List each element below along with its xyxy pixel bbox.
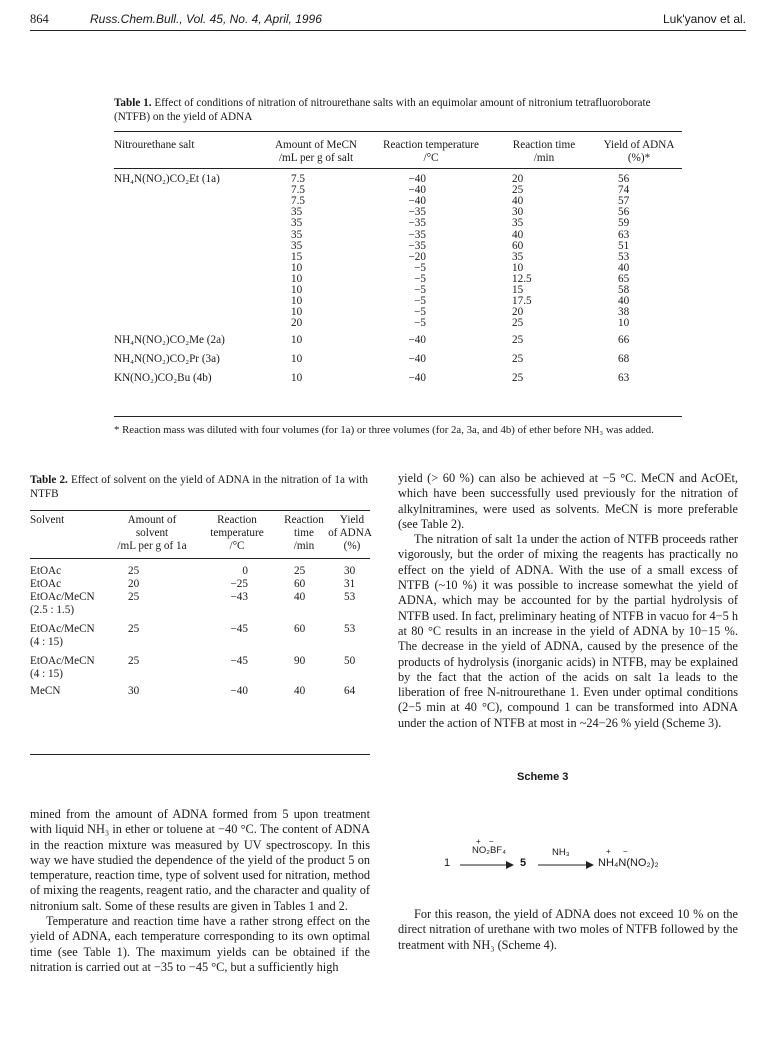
table1-top-rule (114, 131, 682, 132)
table1-cell-salt: NH₄N(NO₂)CO₂Et (1a) (114, 173, 220, 185)
table1-caption (114, 97, 684, 124)
table1-cell-time: 35 (512, 217, 524, 230)
table1-cell-time: 25 (512, 353, 524, 366)
table2-cell-amount: 30 (128, 685, 140, 697)
table1-header-salt: Nitrourethane salt (114, 139, 195, 151)
table2-cell-amount: 25 (128, 655, 140, 667)
table2-header-time-2: time (294, 527, 314, 539)
table1-cell-mecn: 7.5 (291, 184, 305, 197)
table1-cell-temp: −5 (414, 306, 426, 319)
table2-bottom-rule (30, 754, 370, 755)
table2-cell-time: 60 (294, 623, 306, 635)
table2-header-amount-3: /mL per g of 1a (117, 540, 187, 552)
table2-label: Table 2. (30, 474, 68, 486)
table1-cell-mecn: 10 (291, 334, 303, 347)
scheme-start-compound: 1 (444, 857, 451, 869)
table2-top-rule (30, 510, 370, 511)
table1-cell-time: 15 (512, 284, 524, 296)
table1-header-temp-2: /°C (423, 152, 439, 164)
table1-cell-time: 17.5 (512, 295, 532, 308)
table1-header-yield-2: (%)* (627, 152, 651, 164)
table2-cell-temp: −40 (230, 685, 248, 697)
table1-cell-yield: 56 (618, 206, 630, 219)
table1-cell-temp: −35 (408, 206, 426, 219)
table2-cell-solvent: EtOAc (30, 578, 62, 590)
right-paragraph-1: yield (> 60 %) can also be achieved at −5 °C. MeCN and AcOEt, which have been successfully used previously for the nitration of alkylnitramines, were used as solvents. MeCN is more preferable (see Table 2). (398, 471, 738, 531)
table1-cell-salt: KN(NO₂)CO₂Bu (4b) (114, 372, 212, 385)
table2-cell-temp: 0 (242, 565, 248, 577)
table2-cell-yield: 30 (344, 565, 356, 577)
table1-cell-yield: 40 (618, 261, 630, 274)
table2-cell-temp: −25 (230, 578, 248, 590)
table1-cell-time: 40 (512, 228, 524, 241)
table1-header-temp-1: Reaction temperature (383, 139, 479, 151)
right-paragraph-3: For this reason, the yield of ADNA does not exceed 10 % on the direct nitration of urethane with two moles of NTFB followed by the treatment with NH₃ (Scheme 4). (398, 907, 738, 952)
table1-cell-temp: −40 (408, 195, 426, 208)
table2-cell-ratio: (4 : 15) (30, 636, 63, 648)
table2-cell-amount: 25 (128, 623, 140, 635)
table1-cell-mecn: 10 (291, 306, 303, 319)
scheme-reagent2: NH₃ (552, 847, 570, 858)
table2-cell-temp: −45 (230, 655, 248, 667)
table2-cell-yield: 53 (344, 591, 356, 603)
table2-header-yield-1: Yield (339, 514, 365, 526)
table1-cell-yield: 38 (618, 306, 630, 319)
table1-cell-yield: 58 (618, 284, 630, 296)
left-column-text (30, 807, 370, 975)
table1-cell-mecn: 10 (291, 272, 303, 285)
table1-bottom-rule (114, 416, 682, 417)
table2-header-temp-3: /°C (229, 540, 245, 552)
scheme-reagent1-charges: + − (476, 837, 497, 846)
left-paragraph-2: Temperature and reaction time have a rather strong effect on the yield of ADNA, each temperature corresponding to its own optimal time (see Table 1). The maximum yields can be obtained if the nitration is carried out at −35 to −45 °C, but a sufficiently high (30, 914, 370, 974)
table1-cell-time: 10 (512, 261, 524, 274)
table1-cell-time: 25 (512, 372, 524, 385)
table1-cell-temp: −5 (414, 284, 426, 296)
table2-cell-yield: 31 (344, 578, 356, 590)
table1-header-time-2: /min (533, 152, 555, 164)
table1-cell-temp: −35 (408, 217, 426, 230)
table1-header-time-1: Reaction time (512, 139, 576, 151)
table1-cell-mecn: 10 (291, 261, 303, 274)
table2-header-time-3: /min (293, 540, 315, 552)
table1-caption-text: Effect of conditions of nitration of nitrourethane salts with an equimolar amount of nitronium tetrafluoroborate (NTFB) on the yield of ADNA (114, 97, 651, 123)
table1-cell-yield: 59 (618, 217, 630, 230)
table1-header-mecn-1: Amount of MeCN (274, 139, 358, 151)
table2-header-temp-2: temperature (210, 527, 264, 539)
table1-cell-yield: 65 (618, 272, 630, 285)
table2-header-amount-2: solvent (135, 527, 169, 539)
table1-cell-temp: −40 (408, 184, 426, 197)
table2-header-solvent: Solvent (30, 514, 65, 526)
table1-cell-time: 12.5 (512, 272, 532, 285)
table1-cell-temp: −5 (414, 272, 426, 285)
table1-cell-yield: 10 (618, 317, 630, 330)
table2-cell-time: 25 (294, 565, 306, 577)
table2-cell-ratio: (4 : 15) (30, 668, 63, 680)
table1-cell-mecn: 10 (291, 372, 303, 385)
scheme-reagent1: NO₂BF₄ (472, 845, 506, 856)
table2-header-time-1: Reaction (284, 514, 324, 526)
table1-cell-mecn: 7.5 (291, 173, 305, 185)
table1-cell-yield: 57 (618, 195, 630, 208)
table1-cell-mecn: 15 (291, 250, 303, 263)
table1-footnote: * Reaction mass was diluted with four volumes (for 1a) or three volumes (for 2a, 3a, and 4b) of ether before NH₃ was added. (114, 424, 654, 436)
table1-cell-temp: −40 (408, 173, 426, 185)
table2-cell-time: 40 (294, 591, 306, 603)
table2-header-yield-3: (%) (343, 540, 361, 552)
right-column-text (398, 471, 738, 731)
scheme-product-charges: + − (606, 847, 633, 856)
table2-cell-amount: 25 (128, 591, 140, 603)
table1-cell-time: 30 (512, 206, 524, 219)
table1-cell-temp: −5 (414, 295, 426, 308)
scheme-3-title: Scheme 3 (517, 771, 569, 783)
table1-header-mecn-2: /mL per g of salt (278, 152, 354, 164)
table1-cell-temp: −35 (408, 228, 426, 241)
scheme-3 (440, 837, 760, 880)
table2-cell-solvent: EtOAc/MeCN (30, 655, 95, 667)
table2-cell-yield: 53 (344, 623, 356, 635)
table2-header-temp-1: Reaction (217, 514, 257, 526)
table1-cell-mecn: 35 (291, 239, 303, 252)
table1-cell-temp: −5 (414, 317, 426, 330)
table1-cell-temp: −40 (408, 334, 426, 347)
table1-cell-salt: NH₄N(NO₂)CO₂Me (2a) (114, 334, 225, 347)
table2-cell-ratio: (2.5 : 1.5) (30, 604, 75, 616)
left-paragraph-1: mined from the amount of ADNA formed from 5 upon treatment with liquid NH₃ in ether or toluene at −40 °C. The content of ADNA in the reaction mixture was measured by UV spectroscopy. In this way we have studied the dependence of the yield of the product 5 on temperature, reaction time, type of solvent used for nitration, method of mixing the reagents, reagent ratio, and the character and quality of nitronium salt. Some of these results are given in Tables 1 and 2. (30, 807, 370, 913)
scheme-arrow-1 (460, 860, 514, 870)
table2-header-amount-1: Amount of (127, 514, 177, 526)
table1-label: Table 1. (114, 97, 152, 109)
table1-cell-time: 25 (512, 184, 524, 197)
table2-cell-amount: 20 (128, 578, 140, 590)
table1-cell-time: 35 (512, 250, 524, 263)
table1-cell-temp: −35 (408, 239, 426, 252)
table1-cell-temp: −40 (408, 372, 426, 385)
table1-cell-time: 20 (512, 173, 524, 185)
table1-cell-mecn: 35 (291, 228, 303, 241)
table2-cell-time: 60 (294, 578, 306, 590)
table1-cell-yield: 74 (618, 184, 630, 197)
table1-cell-yield: 40 (618, 295, 630, 308)
table2-cell-solvent: EtOAc (30, 565, 62, 577)
table1-cell-salt: NH₄N(NO₂)CO₂Pr (3a) (114, 353, 220, 366)
table2-header-rule (30, 558, 370, 559)
table2-caption (30, 473, 368, 501)
table1-cell-time: 40 (512, 195, 524, 208)
page-number: 864 (30, 12, 49, 26)
table2-cell-temp: −45 (230, 623, 248, 635)
table2-header-yield-2: of ADNA (328, 527, 372, 539)
author-name: Luk'yanov et al. (662, 12, 746, 26)
table2-cell-solvent: EtOAc/MeCN (30, 623, 95, 635)
table2-cell-yield: 64 (344, 685, 356, 697)
table1-cell-temp: −5 (414, 261, 426, 274)
table1-header-yield-1: Yield of ADNA (603, 139, 675, 151)
table1-cell-yield: 68 (618, 353, 630, 366)
table2-cell-amount: 25 (128, 565, 140, 577)
table1-cell-mecn: 10 (291, 295, 303, 308)
table1-cell-mecn: 7.5 (291, 195, 305, 208)
table1-cell-yield: 56 (618, 173, 630, 185)
table2-cell-temp: −43 (230, 591, 248, 603)
table1-cell-time: 60 (512, 239, 524, 252)
table1-cell-mecn: 10 (291, 284, 303, 296)
table1-cell-yield: 51 (618, 239, 630, 252)
table1-cell-yield: 63 (618, 372, 630, 385)
table1-cell-yield: 53 (618, 250, 630, 263)
table1-cell-time: 25 (512, 334, 524, 347)
table1-cell-yield: 63 (618, 228, 630, 241)
table1-cell-temp: −40 (408, 353, 426, 366)
table1-cell-temp: −20 (408, 250, 426, 263)
table2-cell-solvent: EtOAc/MeCN (30, 591, 95, 603)
right-paragraph-2: The nitration of salt 1a under the action of NTFB proceeds rather vigorously, but the order of mixing the reagents has practically no effect on the yield of ADNA. With the use of a small excess of NTFB (~10 %) it was possible to increase somewhat the yield of ADNA, which may be accounted for by the partial hydrolysis of NTFB used. In fact, preliminary heating of NTFB in vacuo for 4−5 h at 80 °C results in an increase in the yield of ADNA by 10−15 %. The decrease in the yield of ADNA, caused by the presence of the products of hydrolysis (inorganic acids) in NTFB, may be explained by the fact that the action of the acids on salt 1a leads to the liberation of free N-nitrourethane 1. Even under optimal conditions (2−5 min at 40 °C), compound 1 can be transformed into ADNA under the action of NTFB at most in ~24−26 % yield (Scheme 3). (398, 532, 738, 730)
table1-cell-mecn: 20 (291, 317, 303, 330)
table2-cell-solvent: MeCN (30, 685, 61, 697)
table1-cell-mecn: 10 (291, 353, 303, 366)
table1-cell-time: 20 (512, 306, 524, 319)
table2-cell-time: 40 (294, 685, 306, 697)
scheme-product: NH₄N(NO₂)₂ (598, 857, 659, 869)
scheme-arrow-2 (538, 860, 594, 870)
running-header (30, 10, 746, 31)
table1-cell-mecn: 35 (291, 217, 303, 230)
table2-cell-yield: 50 (344, 655, 356, 667)
table2-cell-time: 90 (294, 655, 306, 667)
right-column-text-2 (398, 907, 738, 953)
table1-cell-yield: 66 (618, 334, 630, 347)
table1-cell-time: 25 (512, 317, 524, 330)
table1-cell-mecn: 35 (291, 206, 303, 219)
table1-header-rule (114, 168, 682, 169)
scheme-intermediate: 5 (520, 857, 527, 869)
journal-citation: Russ.Chem.Bull., Vol. 45, No. 4, April, 1996 (90, 12, 322, 26)
table2-caption-text: Effect of solvent on the yield of ADNA in the nitration of 1a with NTFB (30, 474, 368, 500)
